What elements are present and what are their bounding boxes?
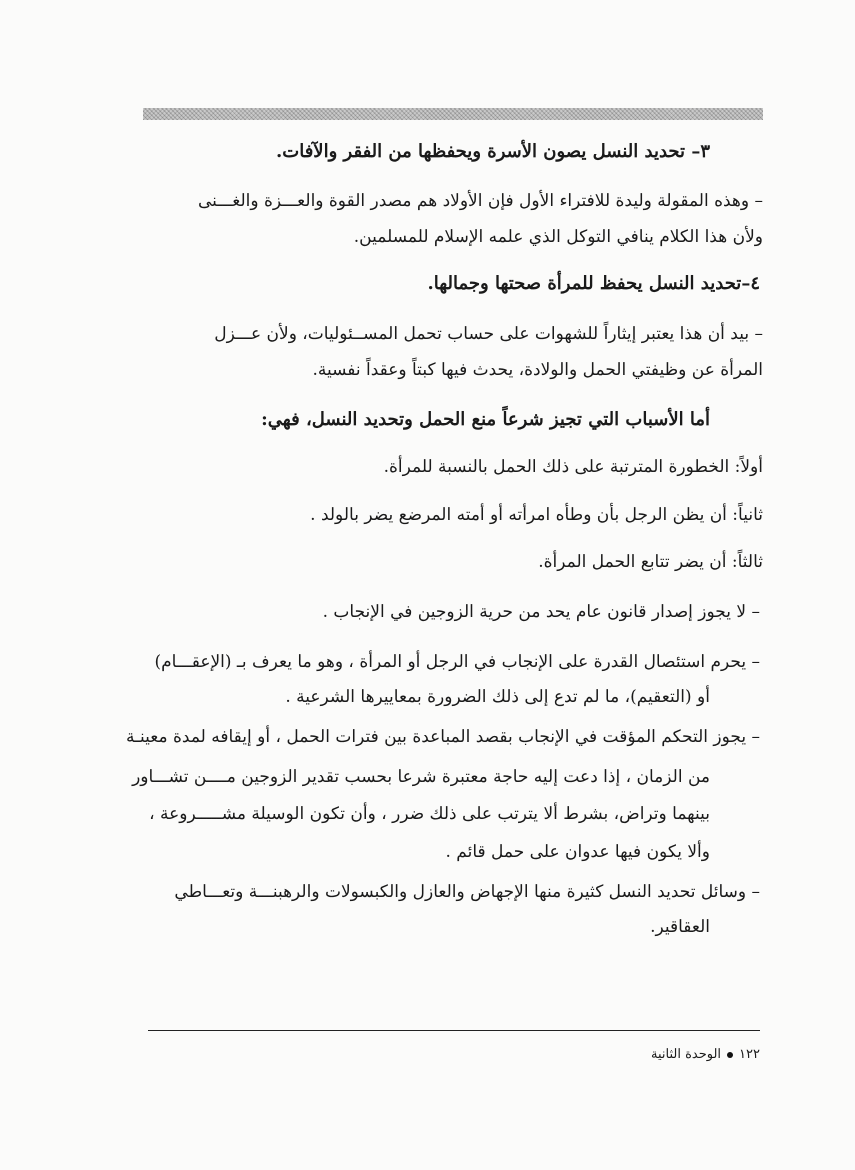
- paragraph-line: المرأة عن وظيفتي الحمل والولادة، يحدث فيها كبتاً وعقداً نفسية.: [312, 360, 763, 380]
- reason-item: ثانياً: أن يظن الرجل بأن وطأه امرأته أو أمته المرضع يضر بالولد .: [310, 505, 763, 525]
- page-number: ١٢٢: [739, 1047, 760, 1062]
- paragraph-line: ولأن هذا الكلام ينافي التوكل الذي علمه الإسلام للمسلمين.: [353, 227, 763, 247]
- reasons-heading: أما الأسباب التي تجيز شرعاً منع الحمل وتحديد النسل، فهي:: [261, 409, 710, 430]
- rule-item: – لا يجوز إصدار قانون عام يحد من حرية الزوجين في الإنجاب .: [322, 602, 760, 622]
- reason-item: أولاً: الخطورة المترتبة على ذلك الحمل بالنسبة للمرأة.: [383, 457, 763, 477]
- bullet-icon: [727, 1052, 733, 1058]
- rule-item-continuation: وألا يكون فيها عدوان على حمل قائم .: [445, 842, 710, 862]
- rule-item-continuation: من الزمان ، إذا دعت إليه حاجة معتبرة شرعا بحسب تقدير الزوجين مــــن تشـــاور: [132, 767, 710, 787]
- paragraph-line: – وهذه المقولة وليدة للافتراء الأول فإن الأولاد هم مصدر القوة والعـــزة والغـــنى: [198, 191, 763, 211]
- rule-item: – وسائل تحديد النسل كثيرة منها الإجهاض والعازل والكبسولات والرهبنـــة وتعـــاطي: [174, 882, 760, 902]
- paragraph-line: – بيد أن هذا يعتبر إيثاراً للشهوات على حساب تحمل المســئوليات، ولأن عـــزل: [214, 324, 763, 344]
- header-decorative-band: [143, 108, 763, 120]
- rule-item-continuation: أو (التعقيم)، ما لم تدع إلى ذلك الضرورة بمعاييرها الشرعية .: [285, 687, 710, 707]
- section-heading-4: ٤–تحديد النسل يحفظ للمرأة صحتها وجمالها.: [427, 273, 760, 294]
- page-footer: [651, 1046, 760, 1064]
- rule-item-continuation: العقاقير.: [650, 917, 710, 937]
- rule-item-continuation: بينهما وتراض، بشرط ألا يترتب على ذلك ضرر ، وأن تكون الوسيلة مشـــــروعة ،: [149, 804, 710, 824]
- section-heading-3: ٣– تحديد النسل يصون الأسرة ويحفظها من الفقر والآفات.: [276, 141, 710, 162]
- reason-item: ثالثاً: أن يضر تتابع الحمل المرأة.: [538, 552, 763, 572]
- unit-label: الوحدة الثانية: [650, 1047, 722, 1062]
- rule-item: – يجوز التحكم المؤقت في الإنجاب بقصد المباعدة بين فترات الحمل ، أو إيقافه لمدة معينـة: [125, 727, 760, 747]
- footer-rule: [148, 1030, 760, 1031]
- rule-item: – يحرم استئصال القدرة على الإنجاب في الرجل أو المرأة ، وهو ما يعرف بـ (الإعقـــام): [154, 652, 760, 672]
